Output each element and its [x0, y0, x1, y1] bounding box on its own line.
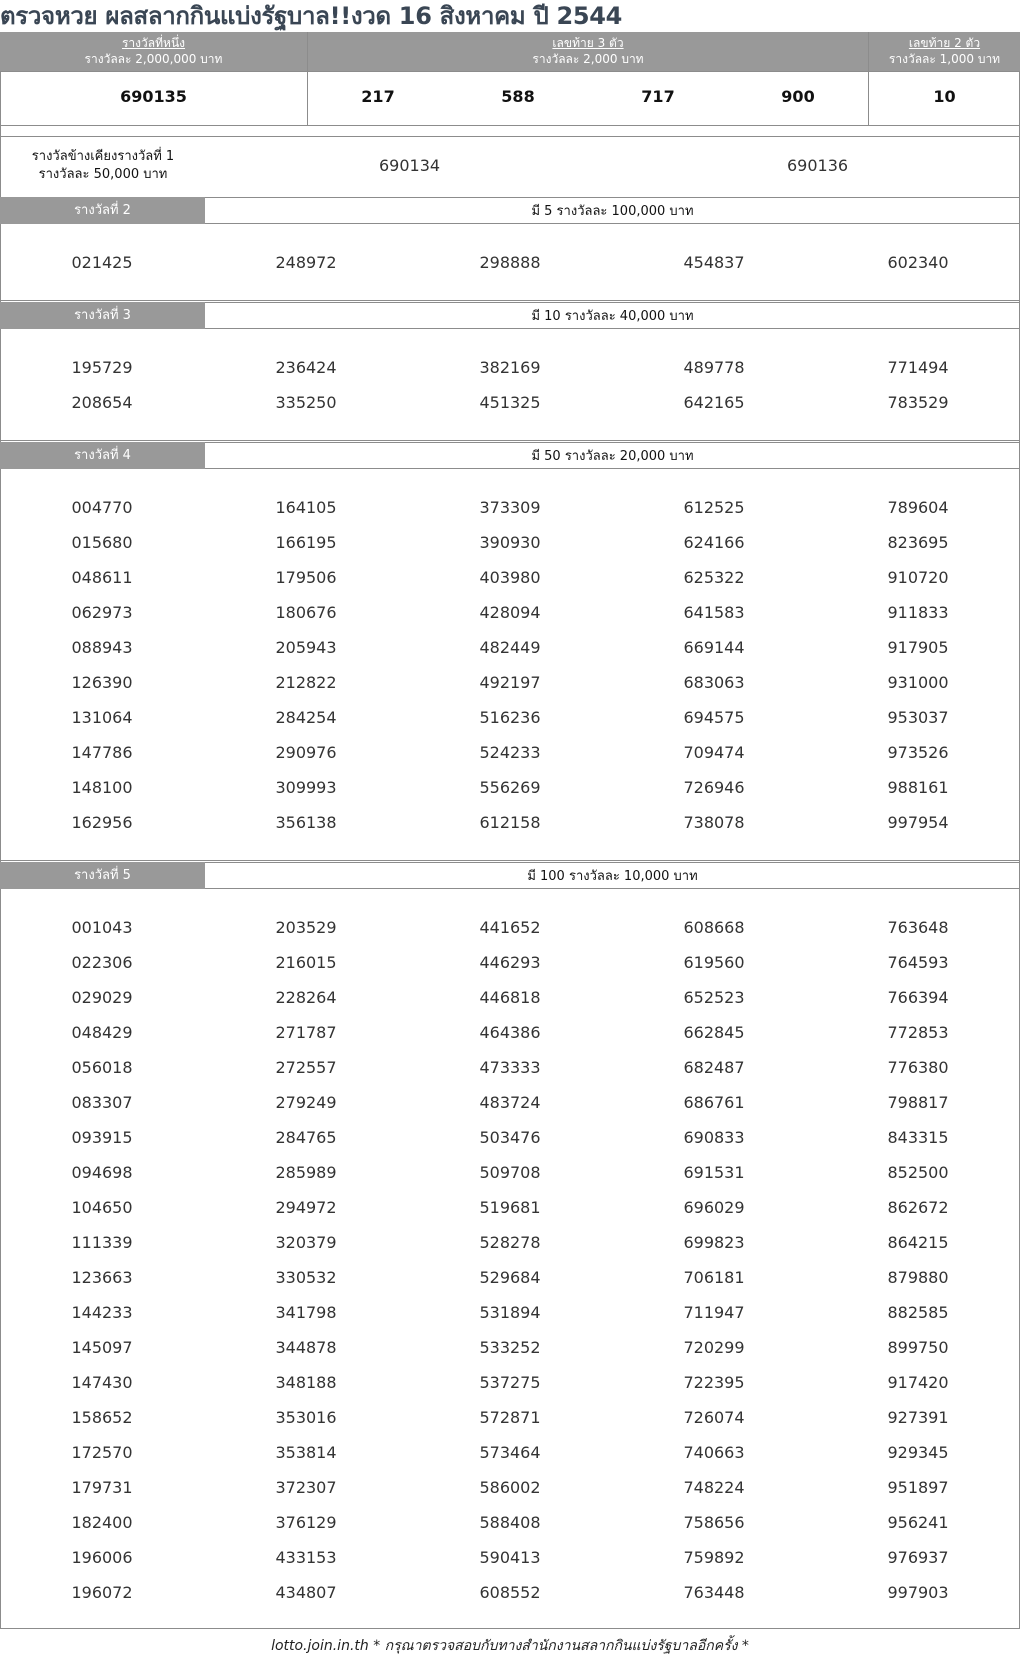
- prize-number: 758656: [683, 1513, 745, 1532]
- table-row: [0, 533, 1020, 568]
- table-row: [0, 1303, 1020, 1338]
- table-row: [0, 1583, 1020, 1618]
- prize-number: 931000: [887, 673, 949, 692]
- prize-number: 179506: [275, 568, 337, 587]
- table-row: [0, 1268, 1020, 1303]
- prize-number: 446818: [479, 988, 541, 1007]
- prize-number: 953037: [887, 708, 949, 727]
- prize5-label: รางวัลที่ 5: [0, 862, 205, 889]
- prize-number: 158652: [71, 1408, 133, 1427]
- prize-number: 771494: [887, 358, 949, 377]
- near-first-label-block: [0, 148, 206, 184]
- prize-number: 088943: [71, 638, 133, 657]
- table-row: [0, 1548, 1020, 1583]
- prize-number: 372307: [275, 1478, 337, 1497]
- last3-number: 217: [361, 87, 395, 106]
- prize-number: 492197: [479, 673, 541, 692]
- prize-number: 434807: [275, 1583, 337, 1602]
- prize-number: 662845: [683, 1023, 745, 1042]
- prize-number: 682487: [683, 1058, 745, 1077]
- header-last3: [308, 32, 868, 71]
- prize-number: 917420: [887, 1373, 949, 1392]
- prize-number: 910720: [887, 568, 949, 587]
- prize-number: 236424: [275, 358, 337, 377]
- prize2-label: รางวัลที่ 2: [0, 197, 205, 224]
- page-title: ตรวจหวย ผลสลากกินแบ่งรัฐบาล!!งวด 16 สิงหาคม ปี 2544: [0, 2, 623, 30]
- near-first-number: 690136: [787, 156, 849, 175]
- prize-number: 783529: [887, 393, 949, 412]
- prize2-grid: [0, 253, 1020, 288]
- prize-number: 344878: [275, 1338, 337, 1357]
- prize-number: 572871: [479, 1408, 541, 1427]
- prize-number: 212822: [275, 673, 337, 692]
- prize-number: 473333: [479, 1058, 541, 1077]
- prize-number: 748224: [683, 1478, 745, 1497]
- prize5-header: [0, 862, 1020, 889]
- prize-number: 373309: [479, 498, 541, 517]
- prize-number: 179731: [71, 1478, 133, 1497]
- prize-number: 988161: [887, 778, 949, 797]
- prize-number: 029029: [71, 988, 133, 1007]
- table-row: [0, 1373, 1020, 1408]
- table-row: [0, 673, 1020, 708]
- prize-number: 271787: [275, 1023, 337, 1042]
- prize-number: 524233: [479, 743, 541, 762]
- header-last2-label[interactable]: เลขท้าย 2 ตัว: [908, 36, 981, 50]
- prize-number: 062973: [71, 603, 133, 622]
- prize-number: 464386: [479, 1023, 541, 1042]
- prize-number: 696029: [683, 1198, 745, 1217]
- prize-number: 015680: [71, 533, 133, 552]
- prize-number: 196072: [71, 1583, 133, 1602]
- prize3-header: [0, 302, 1020, 329]
- prize-number: 428094: [479, 603, 541, 622]
- prize-number: 341798: [275, 1303, 337, 1322]
- prize-number: 738078: [683, 813, 745, 832]
- prize-number: 772853: [887, 1023, 949, 1042]
- last2-number: 10: [933, 87, 956, 106]
- table-row: [0, 813, 1020, 848]
- prize-number: 180676: [275, 603, 337, 622]
- table-row: [0, 1513, 1020, 1548]
- prize-number: 111339: [71, 1233, 133, 1252]
- header-divider: [307, 32, 308, 126]
- prize-number: 602340: [887, 253, 949, 272]
- prize-number: 330532: [275, 1268, 337, 1287]
- prize4-header: [0, 442, 1020, 469]
- prize-number: 451325: [479, 393, 541, 412]
- prize-number: 789604: [887, 498, 949, 517]
- prize-number: 763648: [887, 918, 949, 937]
- table-row: [0, 1198, 1020, 1233]
- last3-number: 717: [641, 87, 675, 106]
- prize3-label: รางวัลที่ 3: [0, 302, 205, 329]
- prize-number: 482449: [479, 638, 541, 657]
- prize-number: 172570: [71, 1443, 133, 1462]
- prize-number: 048429: [71, 1023, 133, 1042]
- table-row: [0, 1478, 1020, 1513]
- prize-number: 093915: [71, 1128, 133, 1147]
- prize-number: 356138: [275, 813, 337, 832]
- prize-number: 279249: [275, 1093, 337, 1112]
- prize-number: 612525: [683, 498, 745, 517]
- prize-number: 625322: [683, 568, 745, 587]
- table-row: [0, 778, 1020, 813]
- prize-number: 624166: [683, 533, 745, 552]
- table-row: [0, 1058, 1020, 1093]
- prize-number: 147430: [71, 1373, 133, 1392]
- prize-number: 298888: [479, 253, 541, 272]
- prize-number: 290976: [275, 743, 337, 762]
- prize-number: 022306: [71, 953, 133, 972]
- table-row: [0, 1128, 1020, 1163]
- prize-number: 706181: [683, 1268, 745, 1287]
- prize-number: 798817: [887, 1093, 949, 1112]
- prize-number: 686761: [683, 1093, 745, 1112]
- table-row: [0, 918, 1020, 953]
- prize-number: 056018: [71, 1058, 133, 1077]
- prize-number: 529684: [479, 1268, 541, 1287]
- header-divider: [868, 32, 869, 126]
- prize-number: 390930: [479, 533, 541, 552]
- row-divider: [0, 125, 1020, 126]
- prize-number: 882585: [887, 1303, 949, 1322]
- prize-number: 764593: [887, 953, 949, 972]
- prize-number: 285989: [275, 1163, 337, 1182]
- prize-number: 320379: [275, 1233, 337, 1252]
- table-row: [0, 1233, 1020, 1268]
- prize-number: 248972: [275, 253, 337, 272]
- prize-number: 590413: [479, 1548, 541, 1567]
- prize-number: 123663: [71, 1268, 133, 1287]
- table-row: [0, 1093, 1020, 1128]
- prize-number: 094698: [71, 1163, 133, 1182]
- prize-number: 843315: [887, 1128, 949, 1147]
- prize-number: 619560: [683, 953, 745, 972]
- prize-number: 691531: [683, 1163, 745, 1182]
- prize-number: 148100: [71, 778, 133, 797]
- section-divider: [0, 300, 1020, 301]
- prize-number: 917905: [887, 638, 949, 657]
- prize-number: 612158: [479, 813, 541, 832]
- prize-number: 642165: [683, 393, 745, 412]
- last3-number: 900: [781, 87, 815, 106]
- table-row: [0, 1163, 1020, 1198]
- near-first-label: รางวัลข้างเคียงรางวัลที่ 1: [31, 149, 175, 164]
- prize-number: 740663: [683, 1443, 745, 1462]
- prize-number: 205943: [275, 638, 337, 657]
- table-row: [0, 393, 1020, 428]
- prize-number: 951897: [887, 1478, 949, 1497]
- prize-number: 537275: [479, 1373, 541, 1392]
- prize-number: 104650: [71, 1198, 133, 1217]
- table-row: [0, 708, 1020, 743]
- prize-number: 164105: [275, 498, 337, 517]
- prize-number: 203529: [275, 918, 337, 937]
- table-row: [0, 568, 1020, 603]
- table-row: [0, 953, 1020, 988]
- prize-number: 699823: [683, 1233, 745, 1252]
- table-row: [0, 1443, 1020, 1478]
- prize-number: 531894: [479, 1303, 541, 1322]
- prize-number: 353814: [275, 1443, 337, 1462]
- prize-number: 852500: [887, 1163, 949, 1182]
- prize-number: 927391: [887, 1408, 949, 1427]
- prize-number: 353016: [275, 1408, 337, 1427]
- prize-number: 711947: [683, 1303, 745, 1322]
- prize-number: 533252: [479, 1338, 541, 1357]
- header-first-prize-sub: รางวัลละ 2,000,000 บาท: [84, 52, 223, 66]
- prize-number: 182400: [71, 1513, 133, 1532]
- prize-number: 433153: [275, 1548, 337, 1567]
- prize3-info: มี 10 รางวัลละ 40,000 บาท: [205, 302, 1020, 329]
- prize2-info: มี 5 รางวัลละ 100,000 บาท: [205, 197, 1020, 224]
- prize-number: 694575: [683, 708, 745, 727]
- prize-number: 766394: [887, 988, 949, 1007]
- prize-number: 503476: [479, 1128, 541, 1147]
- prize-number: 720299: [683, 1338, 745, 1357]
- near-first-number: 690134: [379, 156, 441, 175]
- prize-number: 083307: [71, 1093, 133, 1112]
- header-last3-label[interactable]: เลขท้าย 3 ตัว: [552, 36, 624, 50]
- prize-number: 145097: [71, 1338, 133, 1357]
- table-row: [0, 358, 1020, 393]
- prize-number: 004770: [71, 498, 133, 517]
- prize-number: 997903: [887, 1583, 949, 1602]
- prize-number: 208654: [71, 393, 133, 412]
- prize-number: 879880: [887, 1268, 949, 1287]
- prize-number: 608668: [683, 918, 745, 937]
- header-first-prize: [0, 32, 307, 71]
- table-row: [0, 1338, 1020, 1373]
- prize-number: 516236: [479, 708, 541, 727]
- prize-number: 652523: [683, 988, 745, 1007]
- prize-number: 759892: [683, 1548, 745, 1567]
- table-row: [0, 1408, 1020, 1443]
- prize-number: 864215: [887, 1233, 949, 1252]
- prize-number: 911833: [887, 603, 949, 622]
- prize5-grid: [0, 918, 1020, 1618]
- prize-number: 454837: [683, 253, 745, 272]
- table-row: [0, 1023, 1020, 1058]
- prize3-grid: [0, 358, 1020, 428]
- table-row: [0, 253, 1020, 288]
- prize-number: 722395: [683, 1373, 745, 1392]
- prize-number: 483724: [479, 1093, 541, 1112]
- prize-number: 195729: [71, 358, 133, 377]
- table-row: [0, 988, 1020, 1023]
- prize-number: 976937: [887, 1548, 949, 1567]
- prize-number: 284765: [275, 1128, 337, 1147]
- table-row: [0, 638, 1020, 673]
- header-last3-sub: รางวัลละ 2,000 บาท: [532, 52, 644, 66]
- prize-number: 228264: [275, 988, 337, 1007]
- table-row: [0, 743, 1020, 778]
- prize-number: 608552: [479, 1583, 541, 1602]
- table-row: [0, 603, 1020, 638]
- last3-number: 588: [501, 87, 535, 106]
- prize2-header: [0, 197, 1020, 224]
- prize-number: 309993: [275, 778, 337, 797]
- prize4-grid: [0, 498, 1020, 848]
- prize-number: 335250: [275, 393, 337, 412]
- prize-number: 131064: [71, 708, 133, 727]
- prize-number: 021425: [71, 253, 133, 272]
- prize-number: 956241: [887, 1513, 949, 1532]
- prize-number: 126390: [71, 673, 133, 692]
- prize-number: 823695: [887, 533, 949, 552]
- prize-number: 776380: [887, 1058, 949, 1077]
- prize-number: 147786: [71, 743, 133, 762]
- row-divider: [0, 136, 1020, 137]
- prize-number: 997954: [887, 813, 949, 832]
- prize-number: 709474: [683, 743, 745, 762]
- prize-number: 763448: [683, 1583, 745, 1602]
- row-divider: [0, 71, 1020, 72]
- prize-number: 001043: [71, 918, 133, 937]
- prize-number: 489778: [683, 358, 745, 377]
- prize-number: 588408: [479, 1513, 541, 1532]
- prize-number: 284254: [275, 708, 337, 727]
- footer-note: lotto.join.in.th * กรุณาตรวจสอบกับทางสำนักงานสลากกินแบ่งรัฐบาลอีกครั้ง *: [271, 1638, 749, 1654]
- first-prize-number: 690135: [120, 87, 187, 106]
- prize4-label: รางวัลที่ 4: [0, 442, 205, 469]
- prize5-info: มี 100 รางวัลละ 10,000 บาท: [205, 862, 1020, 889]
- section-divider: [0, 440, 1020, 441]
- prize-number: 641583: [683, 603, 745, 622]
- prize-number: 294972: [275, 1198, 337, 1217]
- prize-number: 586002: [479, 1478, 541, 1497]
- prize-number: 441652: [479, 918, 541, 937]
- prize-number: 899750: [887, 1338, 949, 1357]
- prize-number: 272557: [275, 1058, 337, 1077]
- prize-number: 973526: [887, 743, 949, 762]
- prize-number: 690833: [683, 1128, 745, 1147]
- prize-number: 376129: [275, 1513, 337, 1532]
- prize-number: 162956: [71, 813, 133, 832]
- near-first-sub: รางวัลละ 50,000 บาท: [38, 167, 168, 182]
- prize-number: 382169: [479, 358, 541, 377]
- prize-number: 519681: [479, 1198, 541, 1217]
- prize-number: 403980: [479, 568, 541, 587]
- prize-number: 216015: [275, 953, 337, 972]
- prize-number: 726074: [683, 1408, 745, 1427]
- header-last2: [869, 32, 1020, 71]
- table-row: [0, 498, 1020, 533]
- prize-number: 348188: [275, 1373, 337, 1392]
- prize-number: 573464: [479, 1443, 541, 1462]
- prize-number: 509708: [479, 1163, 541, 1182]
- prize4-info: มี 50 รางวัลละ 20,000 บาท: [205, 442, 1020, 469]
- prize-number: 556269: [479, 778, 541, 797]
- prize-number: 683063: [683, 673, 745, 692]
- prize-number: 669144: [683, 638, 745, 657]
- prize-number: 048611: [71, 568, 133, 587]
- prize-number: 196006: [71, 1548, 133, 1567]
- prize-number: 446293: [479, 953, 541, 972]
- prize-number: 144233: [71, 1303, 133, 1322]
- section-divider: [0, 860, 1020, 861]
- prize-number: 166195: [275, 533, 337, 552]
- prize-number: 528278: [479, 1233, 541, 1252]
- header-last2-sub: รางวัลละ 1,000 บาท: [888, 52, 1001, 66]
- header-first-prize-label[interactable]: รางวัลที่หนึ่ง: [121, 36, 186, 50]
- prize-number: 929345: [887, 1443, 949, 1462]
- prize-number: 862672: [887, 1198, 949, 1217]
- prize-number: 726946: [683, 778, 745, 797]
